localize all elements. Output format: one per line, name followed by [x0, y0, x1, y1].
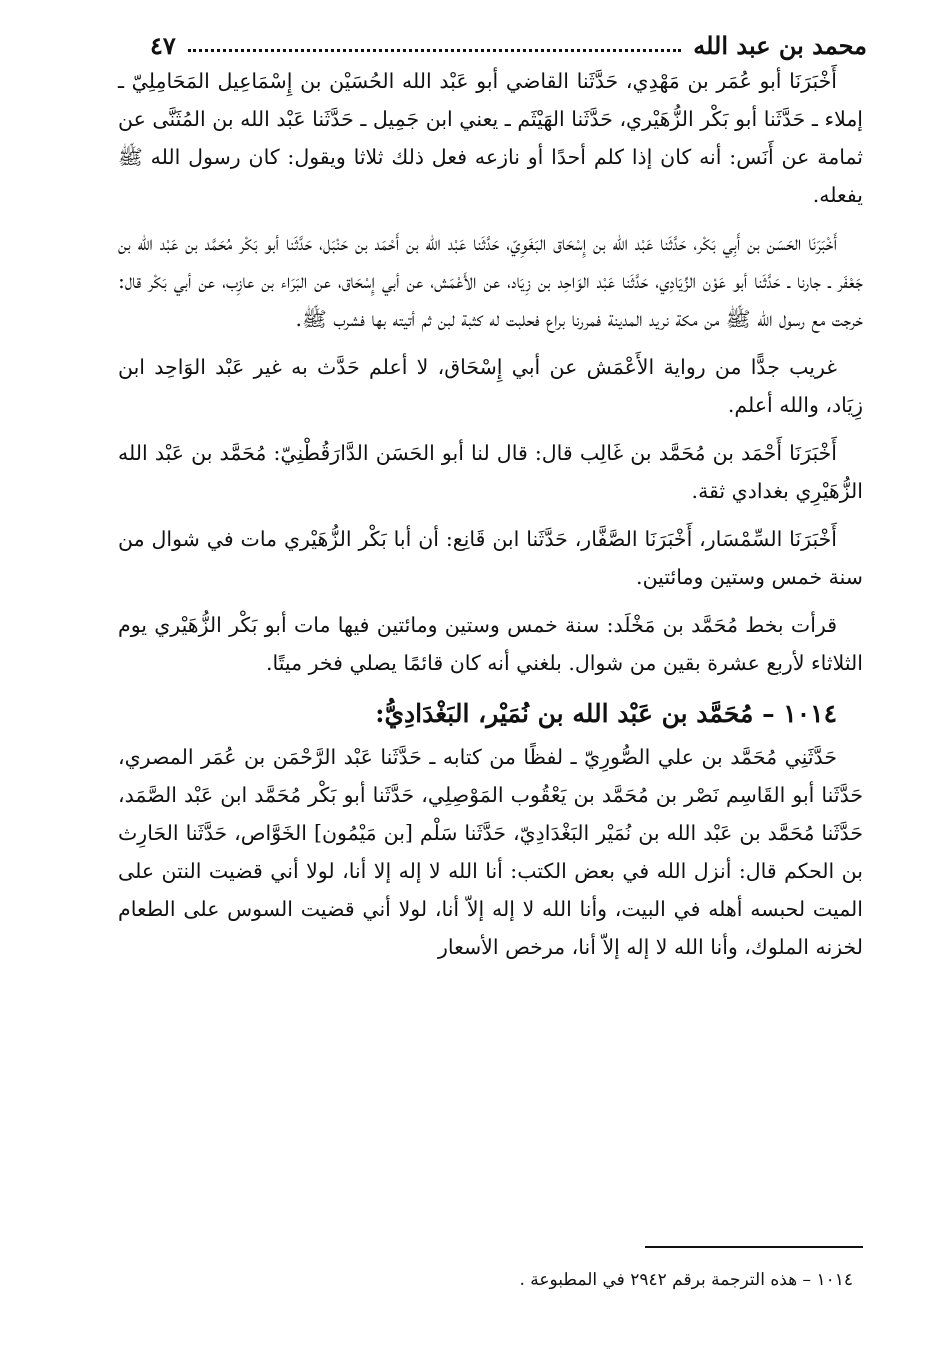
paragraph: أَخْبَرَنَا الحَسَن بن أَبِي بَكْر، حَدَّثَنا عَبْد الله بن إِسْحَاق البَغَوِيّ، حَدَّثَنا عَبْد الله بن أَحْمَد بن حَنْبَل، حَدَّثَنا أبو بَكْر مُحَمَّد بن عَبْد الله بن جَعْفَر ـ جارنا ـ حَدَّثَنا أبو عَوْن الزِّيَادِي، حَدَّثَنا عَبْد الوَاحِد بن زِيَاد، عن الأَعْمَش، عن أبي إِسْحَاق، عن البَرَاء بن عازِب، عن أبي بَكْر قال: خرجت مع رسول الله ﷺ من مكة نريد المدينة فمررنا براع فحلبت له كثبة لبن ثم أتيته بها فشرب ﷺ. [118, 231, 863, 331]
section-paragraph: حَدَّثَنِي مُحَمَّد بن علي الصُّورِيّ ـ لفظًا من كتابه ـ حَدَّثَنا عَبْد الرَّحْمَن بن عُمَر المصري، حَدَّثَنا أبو القَاسِم نَصْر بن مُحَمَّد بن يَعْقُوب المَوْصِلِي، حَدَّثَنا أبو بَكْر مُحَمَّد ابن عَبْد الصَّمَد، حَدَّثَنا مُحَمَّد بن عَبْد الله بن نُمَيْر البَغْدَادِيّ، حَدَّثَنا سَلْم [بن مَيْمُون] الخَوَّاص، حَدَّثَنا الحَارِث بن الحكم قال: أنزل الله في بعض الكتب: أنا الله لا إله إلا أنا، لولا أني قضيت النتن على الميت لحبسه أهله في البيت، وأنا الله لا إله إلاّ أنا، لولا أني قضيت السوس على الطعام لخزنه الملوك، وأنا الله لا إله إلاّ أنا، مرخص الأسعار [118, 745, 863, 959]
section-title: ١٠١٤ – مُحَمَّد بن عَبْد الله بن نُمَيْر، البَغْدَادِيُّ: [375, 699, 837, 728]
page-number: ٤٧ [150, 30, 176, 60]
paragraph: قرأت بخط مُحَمَّد بن مَخْلَد: سنة خمس وستين ومائتين فيها مات أبو بَكْر الزُّهَيْري يوم الثلاثاء لأربع عشرة بقين من شوال. بلغني أنه كان قائمًا يصلي فخر ميتًا. [118, 613, 863, 675]
dotted-leader [188, 49, 681, 52]
footnote: ١٠١٤ – هذه الترجمة برقم ٢٩٤٢ في المطبوعة . [519, 1270, 853, 1290]
paragraph: أَخْبَرَنَا السِّمْسَار، أَخْبَرَنَا الصَّفَّار، حَدَّثَنا ابن قَانِع: أن أبا بَكْر الزُّهَيْري مات في شوال من سنة خمس وستين ومائتين. [118, 527, 863, 589]
page-body [118, 62, 863, 976]
paragraph: أَخْبَرَنَا أَحْمَد بن مُحَمَّد بن غَالِب قال: قال لنا أبو الحَسَن الدَّارَقُطْنِيّ: مُحَمَّد بن عَبْد الله الزُّهَيْرِي بغدادي ثقة. [118, 441, 863, 503]
footnote-divider [645, 1246, 863, 1248]
paragraph: غريب جدًّا من رواية الأَعْمَش عن أبي إِسْحَاق، لا أعلم حَدَّث به غير عَبْد الوَاحِد ابن زِيَاد، والله أعلم. [118, 355, 863, 417]
page-header [150, 28, 867, 62]
running-title: محمد بن عبد الله [693, 30, 867, 60]
paragraph: أَخْبَرَنَا أبو عُمَر بن مَهْدِي، حَدَّثَنا القاضي أبو عَبْد الله الحُسَيْن بن إِسْمَاعِيل المَحَامِلِيّ ـ إملاء ـ حَدَّثَنا أبو بَكْر الزُّهَيْري، حَدَّثَنا الهَيْثَم ـ يعني ابن جَمِيل ـ حَدَّثَنا عَبْد الله بن المُثَنَّى عن ثمامة عن أَنَس: أنه كان إذا كلم أحدًا أو نازعه فعل ذلك ثلاثا ويقول: كان رسول الله ﷺ يفعله. [118, 69, 863, 207]
